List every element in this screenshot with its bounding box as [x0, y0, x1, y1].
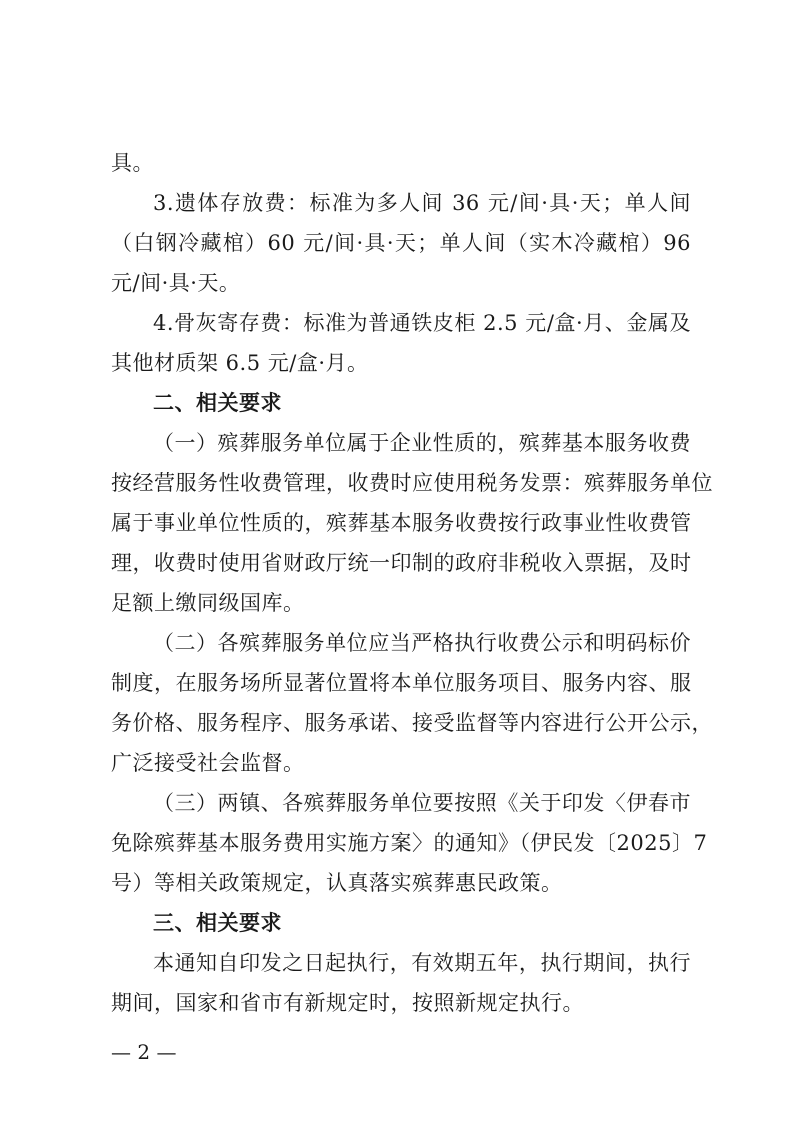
text-line: （二）各殡葬服务单位应当严格执行收费公示和明码标价	[153, 631, 691, 655]
text-line: 号）等相关政策规定，认真落实殡葬惠民政策。	[111, 871, 563, 895]
text-line: 4.骨灰寄存费：标准为普通铁皮柜 2.5 元/盒·月、金属及	[153, 311, 691, 335]
text-line: 按经营服务性收费管理，收费时应使用税务发票：殡葬服务单位	[111, 471, 713, 495]
page-number: — 2 —	[111, 1040, 177, 1064]
text-line: 务价格、服务程序、服务承诺、接受监督等内容进行公开公示，	[111, 711, 713, 735]
text-line: 3.遗体存放费：标准为多人间 36 元/间·具·天；单人间	[153, 191, 691, 215]
text-line: 期间，国家和省市有新规定时，按照新规定执行。	[111, 991, 584, 1015]
text-line: 足额上缴同级国库。	[111, 591, 305, 615]
text-line: 其他材质架 6.5 元/盒·月。	[111, 351, 369, 375]
text-line: 本通知自印发之日起执行，有效期五年，执行期间，执行	[153, 951, 691, 975]
text-line: （白钢冷藏棺）60 元/间·具·天；单人间（实木冷藏棺）96	[111, 231, 691, 255]
text-line: （一）殡葬服务单位属于企业性质的，殡葬基本服务收费	[153, 431, 691, 455]
text-line: 免除殡葬基本服务费用实施方案〉的通知》（伊民发〔2025〕7	[111, 831, 708, 855]
text-line: 具。	[111, 151, 154, 175]
text-line: 理，收费时使用省财政厅统一印制的政府非税收入票据，及时	[111, 551, 692, 575]
text-line: 属于事业单位性质的，殡葬基本服务收费按行政事业性收费管	[111, 511, 692, 535]
section-heading: 三、相关要求	[153, 911, 282, 935]
text-line: 广泛接受社会监督。	[111, 751, 305, 775]
section-heading: 二、相关要求	[153, 391, 282, 415]
text-line: 元/间·具·天。	[111, 271, 241, 295]
document-body	[111, 143, 713, 1023]
text-line: （三）两镇、各殡葬服务单位要按照《关于印发〈伊春市	[153, 791, 691, 815]
text-line: 制度，在服务场所显著位置将本单位服务项目、服务内容、服	[111, 671, 692, 695]
